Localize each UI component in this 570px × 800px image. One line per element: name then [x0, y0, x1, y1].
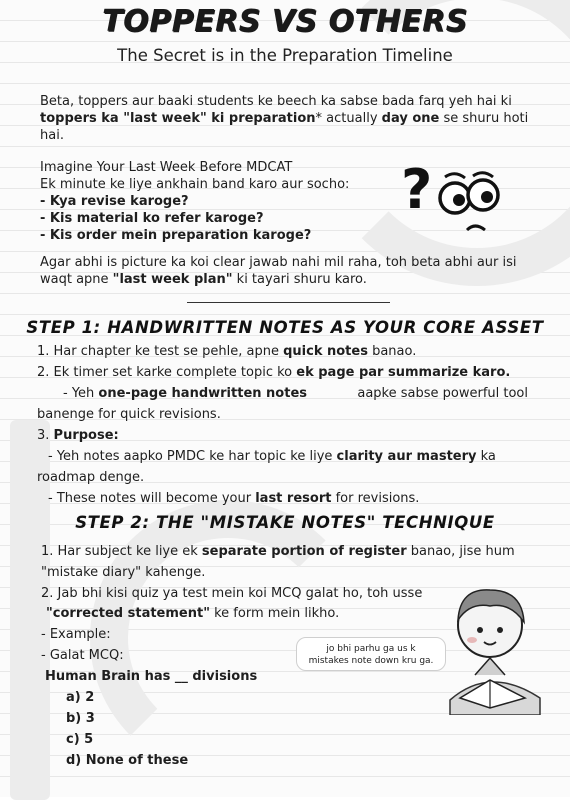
intro-text: Beta, toppers aur baaki students ke beech ka sabse bada farq yeh hai ki: [40, 94, 512, 109]
text: ke form mein likho.: [209, 606, 340, 621]
bold-text: clarity aur mastery: [336, 449, 477, 464]
agar-text: ki tayari shuru karo.: [232, 272, 367, 287]
step1-heading: STEP 1: HANDWRITTEN NOTES AS YOUR CORE ASSET: [26, 318, 544, 337]
imagine-prompt: Ek minute ke liye ankhain band karo aur socho:: [40, 177, 350, 192]
section-divider: [187, 302, 390, 303]
question-item: - Kya revise karoge?: [40, 194, 189, 209]
step2-line: - Galat MCQ:: [41, 648, 124, 663]
step1-line: [37, 362, 510, 383]
mcq-option: d) None of these: [66, 753, 189, 768]
step2-line: [41, 541, 515, 562]
bold-text: quick notes: [283, 344, 368, 359]
mcq-option: b) 3: [66, 711, 95, 726]
intro-paragraph: [40, 93, 532, 144]
text: for revisions.: [331, 491, 420, 506]
text: 2. Ek timer set karke complete topic ko: [37, 365, 297, 380]
intro-text: * actually: [315, 111, 382, 126]
step1-line: [37, 425, 119, 446]
text: 1. Har subject ke liye ek: [41, 544, 202, 559]
step1-line: roadmap denge.: [37, 470, 145, 485]
step2-line: - Example:: [41, 627, 111, 642]
mcq-option: c) 5: [66, 732, 94, 747]
bold-text: "corrected statement": [46, 606, 210, 621]
intro-text: se shuru hoti hai.: [40, 111, 529, 143]
bold-text: ek page par summarize karo.: [296, 365, 511, 380]
text: banao.: [367, 344, 417, 359]
step2-line: [46, 603, 339, 624]
step2-line: "mistake diary" kahenge.: [41, 565, 206, 580]
step1-line: banenge for quick revisions.: [37, 407, 221, 422]
imagine-heading: Imagine Your Last Week Before MDCAT: [40, 160, 293, 175]
mcq-question: Human Brain has __ divisions: [45, 669, 258, 684]
step1-line: [48, 446, 496, 467]
intro-bold: toppers ka "last week" ki preparation: [40, 111, 316, 126]
confused-face-icon: [395, 150, 515, 250]
text: - Yeh notes aapko PMDC ke har topic ke liye: [48, 449, 337, 464]
step1-line: [48, 488, 419, 509]
bubble-line: jo bhi parhu ga us k: [326, 644, 416, 654]
intro-bold: day one: [381, 111, 440, 126]
page-subtitle: The Secret is in the Preparation Timeline: [117, 46, 453, 65]
speech-bubble: [296, 637, 446, 671]
question-item: - Kis order mein preparation karoge?: [40, 228, 312, 243]
agar-bold: "last week plan": [112, 272, 233, 287]
agar-text: Agar abhi is picture ka koi clear jawab nahi mil raha, toh beta abhi aur isi waqt apne: [40, 255, 517, 287]
question-item: - Kis material ko refer karoge?: [40, 211, 264, 226]
text: banao, jise hum: [406, 544, 515, 559]
bold-text: Purpose:: [53, 428, 119, 443]
text: ka: [476, 449, 496, 464]
bold-text: last resort: [255, 491, 332, 506]
bubble-line: mistakes note down kru ga.: [308, 656, 434, 666]
text: aapke sabse powerful tool: [357, 386, 528, 401]
page-title: TOPPERS VS OTHERS: [102, 4, 468, 39]
svg-text:?: ?: [401, 158, 433, 221]
text: - These notes will become your: [48, 491, 256, 506]
student-reading-icon: [430, 580, 550, 715]
step2-heading: STEP 2: THE "MISTAKE NOTES" TECHNIQUE: [75, 513, 495, 532]
bold-text: one-page handwritten notes: [98, 386, 307, 401]
mcq-option: a) 2: [66, 690, 95, 705]
step1-line: [37, 341, 416, 362]
text: 3.: [37, 428, 54, 443]
step1-line: [63, 383, 528, 404]
agar-paragraph: [40, 254, 532, 288]
step2-line: 2. Jab bhi kisi quiz ya test mein koi MCQ galat ho, toh usse: [41, 586, 423, 601]
text: 1. Har chapter ke test se pehle, apne: [37, 344, 284, 359]
bold-text: separate portion of register: [201, 544, 407, 559]
text: [63, 383, 307, 404]
text: - Yeh: [63, 386, 99, 401]
